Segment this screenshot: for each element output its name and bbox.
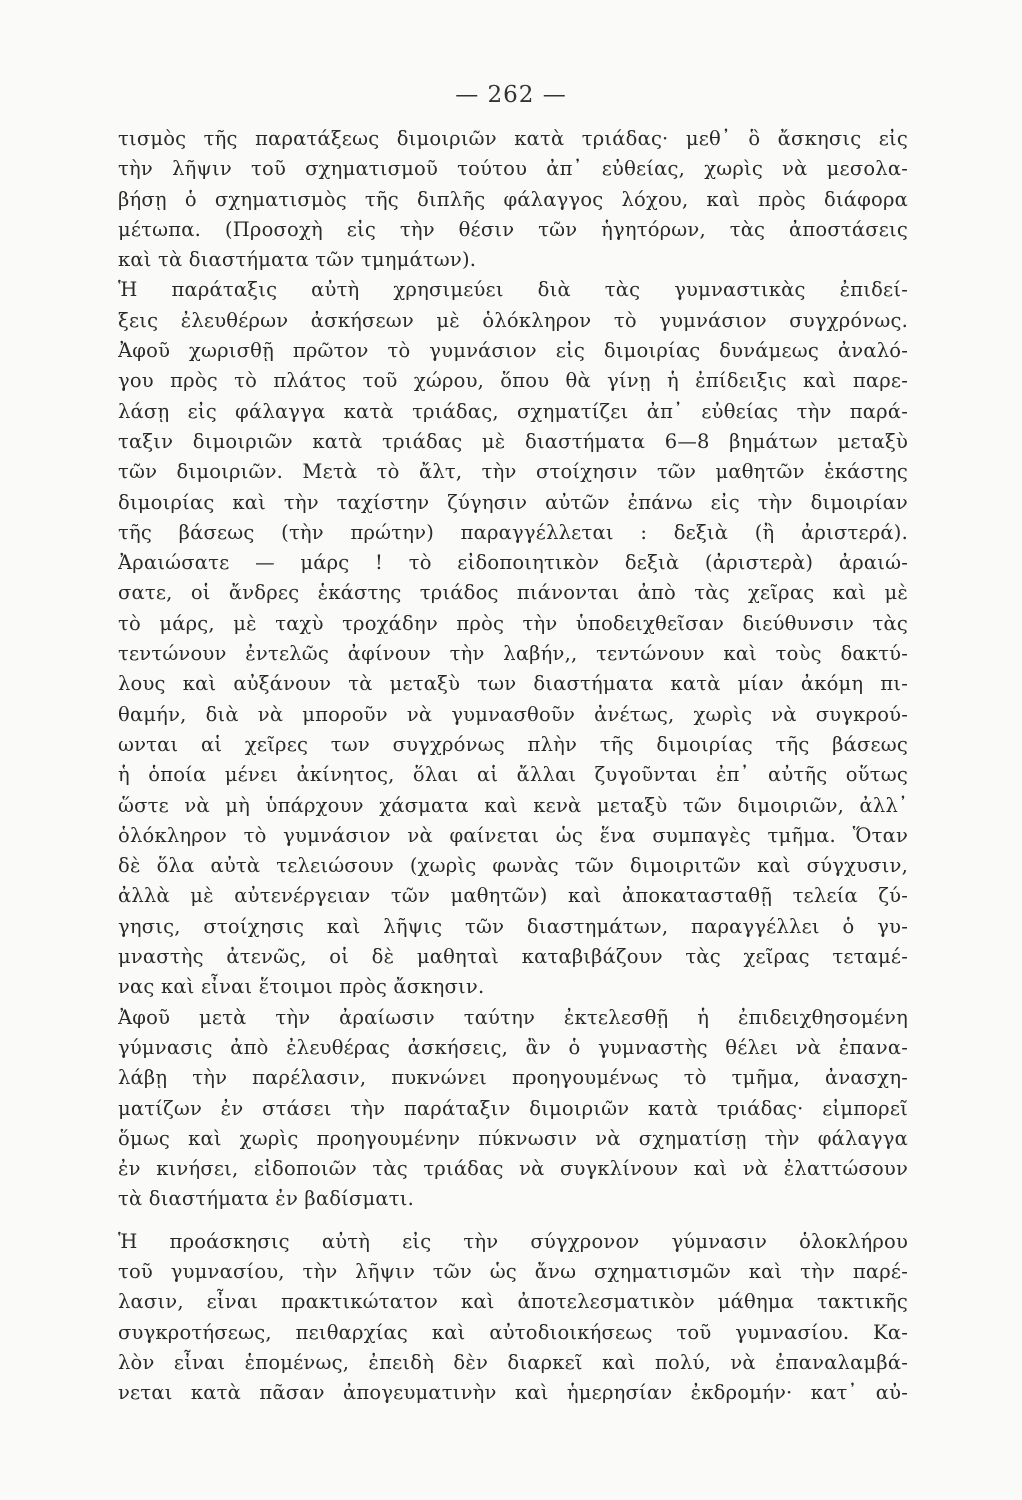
text-line: λασιν, εἶναι πρακτικώτατον καὶ ἀποτελεσματικὸν μάθημα τακτικῆς <box>118 1290 908 1314</box>
text-line: ἀλλὰ μὲ αὐτενέργειαν τῶν μαθητῶν) καὶ ἀποκατασταθῇ τελεία ζύ- <box>118 884 908 908</box>
page-number: — 262 — <box>455 82 567 108</box>
text-line: μέτωπα. (Προσοχὴ εἰς τὴν θέσιν τῶν ἡγητόρων, τὰς ἀποστάσεις <box>118 217 908 241</box>
text-line: ὅμως καὶ χωρὶς προηγουμένην πύκνωσιν νὰ σχηματίσῃ τὴν φάλαγγα <box>118 1126 908 1150</box>
text-line: τὰ διαστήματα ἐν βαδίσματι. <box>118 1187 415 1211</box>
text-line: γύμνασις ἀπὸ ἐλευθέρας ἀσκήσεις, ἂν ὁ γυμναστὴς θέλει νὰ ἐπανα- <box>118 1035 908 1059</box>
text-line: ωνται αἱ χεῖρες των συγχρόνως πλὴν τῆς διμοιρίας τῆς βάσεως <box>118 732 908 756</box>
paragraph-1 <box>118 124 908 275</box>
text-line: ματίζων ἐν στάσει τὴν παράταξιν διμοιριῶν κατὰ τριάδας· εἰμπορεῖ <box>118 1096 908 1120</box>
text-line: βήσῃ ὁ σχηματισμὸς τῆς διπλῆς φάλαγγος λόχου, καὶ πρὸς διάφορα <box>118 187 908 211</box>
text-line: Ἀραιώσατε — μάρς ! τὸ εἰδοποιητικὸν δεξιὰ (ἀριστερὰ) ἀραιώ- <box>118 551 908 575</box>
text-line: τὸ μάρς, μὲ ταχὺ τροχάδην πρὸς τὴν ὑποδειχθεῖσαν διεύθυνσιν τὰς <box>118 611 908 635</box>
text-line: τεντώνουν ἐντελῶς ἀφίνουν τὴν λαβήν,, τεντώνουν καὶ τοὺς δακτύ- <box>118 642 908 666</box>
text-line: ξεις ἐλευθέρων ἀσκήσεων μὲ ὁλόκληρον τὸ γυμνάσιον συγχρόνως. <box>118 308 908 332</box>
text-line: καὶ τὰ διαστήματα τῶν τμημάτων). <box>118 248 477 272</box>
text-line: τισμὸς τῆς παρατάξεως διμοιριῶν κατὰ τριάδας· μεθ᾽ ὃ ἄσκησις εἰς <box>118 127 908 150</box>
text-line: ὁλόκληρον τὸ γυμνάσιον νὰ φαίνεται ὡς ἕνα συμπαγὲς τμῆμα. Ὅταν <box>118 823 908 847</box>
text-line: νας καὶ εἶναι ἕτοιμοι πρὸς ἄσκησιν. <box>118 975 485 999</box>
text-line: νεται κατὰ πᾶσαν ἀπογευματινὴν καὶ ἡμερησίαν ἐκδρομήν· κατ᾽ αὐ- <box>118 1381 908 1405</box>
paragraph-3 <box>118 1003 908 1215</box>
text-line: τὴν λῆψιν τοῦ σχηματισμοῦ τούτου ἀπ᾽ εὐθείας, χωρὶς νὰ μεσολα- <box>118 157 908 181</box>
text-line: γου πρὸς τὸ πλάτος τοῦ χώρου, ὅπου θὰ γίνῃ ἡ ἐπίδειξις καὶ παρε- <box>118 369 908 393</box>
paragraph-4 <box>118 1227 908 1409</box>
text-line: ἐν κινήσει, εἰδοποιῶν τὰς τριάδας νὰ συγκλίνουν καὶ νὰ ἐλαττώσουν <box>118 1157 908 1181</box>
text-line: Ἡ παράταξις αὐτὴ χρησιμεύει διὰ τὰς γυμναστικὰς ἐπιδεί- <box>118 278 908 302</box>
text-line: διμοιρίας καὶ τὴν ταχίστην ζύγησιν αὐτῶν ἐπάνω εἰς τὴν διμοιρίαν <box>118 490 908 514</box>
text-line: λους καὶ αὐξάνουν τὰ μεταξὺ των διαστήματα κατὰ μίαν ἀκόμη πι- <box>118 672 908 696</box>
text-line: λάσῃ εἰς φάλαγγα κατὰ τριάδας, σχηματίζει ἀπ᾽ εὐθείας τὴν παρά- <box>118 399 908 423</box>
text-line: ταξιν διμοιριῶν κατὰ τριάδας μὲ διαστήματα 6—8 βημάτων μεταξὺ <box>118 429 908 453</box>
text-line: λάβῃ τὴν παρέλασιν, πυκνώνει προηγουμένως τὸ τμῆμα, ἀνασχη- <box>118 1066 908 1090</box>
text-line: Ἀφοῦ μετὰ τὴν ἀραίωσιν ταύτην ἐκτελεσθῇ ἡ ἐπιδειχθησομένη <box>118 1005 908 1029</box>
text-line: δὲ ὅλα αὐτὰ τελειώσουν (χωρὶς φωνὰς τῶν διμοιριτῶν καὶ σύγχυσιν, <box>118 854 908 878</box>
text-line: λὸν εἶναι ἑπομένως, ἐπειδὴ δὲν διαρκεῖ καὶ πολύ, νὰ ἐπαναλαμβά- <box>118 1350 908 1374</box>
text-line: συγκροτήσεως, πειθαρχίας καὶ αὐτοδιοικήσεως τοῦ γυμνασίου. Κα- <box>118 1320 908 1344</box>
paragraph-2 <box>118 275 908 1002</box>
text-line: ἡ ὁποία μένει ἀκίνητος, ὅλαι αἱ ἄλλαι ζυγοῦνται ἐπ᾽ αὐτῆς οὕτως <box>118 763 908 787</box>
text-line: μναστὴς ἀτενῶς, οἱ δὲ μαθηταὶ καταβιβάζουν τὰς χεῖρας τεταμέ- <box>118 945 908 969</box>
body-text <box>118 124 908 1408</box>
text-line: ὥστε νὰ μὴ ὑπάρχουν χάσματα καὶ κενὰ μεταξὺ τῶν διμοιριῶν, ἀλλ᾽ <box>118 793 908 817</box>
text-line: Ἡ προάσκησις αὐτὴ εἰς τὴν σύγχρονον γύμνασιν ὁλοκλήρου <box>118 1229 908 1253</box>
paragraph-spacer <box>118 1215 908 1227</box>
text-line: Ἀφοῦ χωρισθῇ πρῶτον τὸ γυμνάσιον εἰς διμοιρίας δυνάμεως ἀναλό- <box>118 339 908 363</box>
text-line: τοῦ γυμνασίου, τὴν λῆψιν τῶν ὡς ἄνω σχηματισμῶν καὶ τὴν παρέ- <box>118 1259 908 1283</box>
text-line: τῆς βάσεως (τὴν πρώτην) παραγγέλλεται : δεξιὰ (ἢ ἀριστερά). <box>118 520 908 544</box>
text-line: θαμήν, διὰ νὰ μποροῦν νὰ γυμνασθοῦν ἀνέτως, χωρὶς νὰ συγκρού- <box>118 702 908 726</box>
text-line: σατε, οἱ ἄνδρες ἑκάστης τριάδος πιάνονται ἀπὸ τὰς χεῖρας καὶ μὲ <box>118 581 908 605</box>
text-line: γησις, στοίχησις καὶ λῆψις τῶν διαστημάτων, παραγγέλλει ὁ γυ- <box>118 914 908 938</box>
text-line: τῶν διμοιριῶν. Μετὰ τὸ ἄλτ, τὴν στοίχησιν τῶν μαθητῶν ἑκάστης <box>118 460 908 484</box>
